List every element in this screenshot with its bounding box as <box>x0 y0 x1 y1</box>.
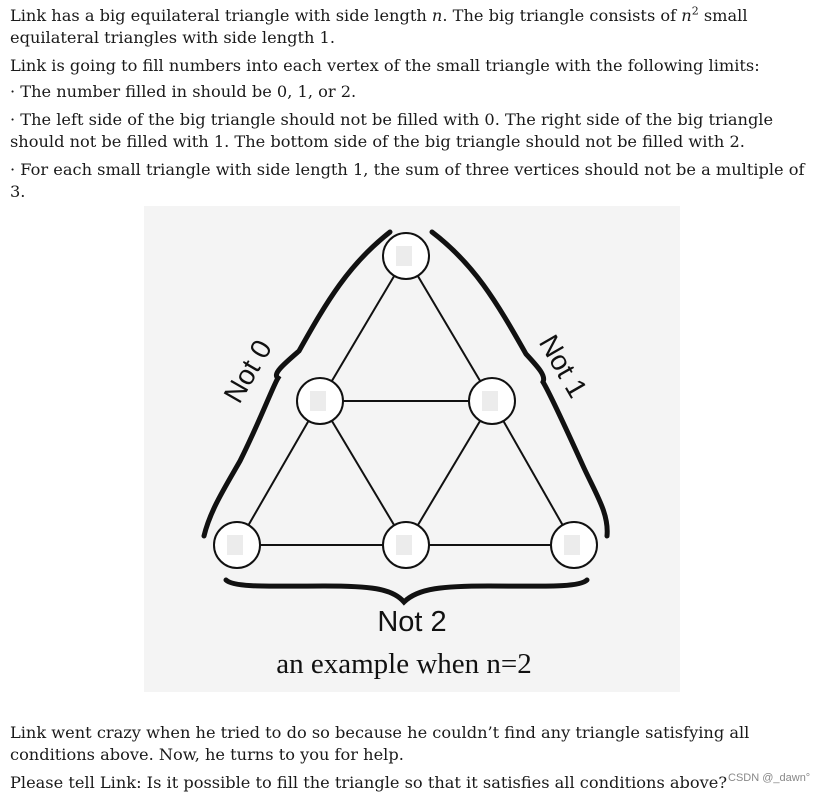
edge <box>320 256 406 401</box>
var-n: n <box>431 6 443 25</box>
bottom-brace <box>226 580 587 602</box>
label-not-0: Not 0 <box>217 334 278 408</box>
csdn-watermark: CSDN @_dawn° <box>728 772 811 784</box>
problem-intro <box>10 5 816 49</box>
figure-caption: an example when n=2 <box>276 648 532 680</box>
limit-bullet-3: · For each small triangle with side length 1, the sum of three vertices should not be a multiple of 3. <box>10 160 805 201</box>
question-paragraph: Please tell Link: Is it possible to fill the triangle so that it satisfies all conditions above? <box>10 773 728 792</box>
intro-text-a: Link has a big equilateral triangle with side length <box>10 6 432 25</box>
edge <box>320 401 406 545</box>
intro-text-c: small equilateral triangles with side length 1. <box>10 6 748 47</box>
limit-bullet-1: · The number filled in should be 0, 1, or 2. <box>10 82 357 101</box>
label-not-2: Not 2 <box>377 606 447 638</box>
example-figure <box>144 206 680 692</box>
limits-intro: Link is going to fill numbers into each vertex of the small triangle with the following limits: <box>10 56 760 75</box>
closing-paragraph: Link went crazy when he tried to do so because he couldn’t find any triangle satisfying all conditions above. Now, he turns to you for help. <box>10 723 750 764</box>
label-not-1: Not 1 <box>533 329 594 403</box>
var-n-squared: n <box>681 6 692 25</box>
intro-text-b: . The big triangle consists of <box>442 6 682 25</box>
edge <box>406 401 492 545</box>
edge <box>237 401 320 545</box>
limit-bullet-2: · The left side of the big triangle should not be filled with 0. The right side of the big triangle should not be filled with 1. The bottom side of the big triangle should not be filled with 2. <box>10 110 774 151</box>
superscript-2: 2 <box>691 4 699 18</box>
